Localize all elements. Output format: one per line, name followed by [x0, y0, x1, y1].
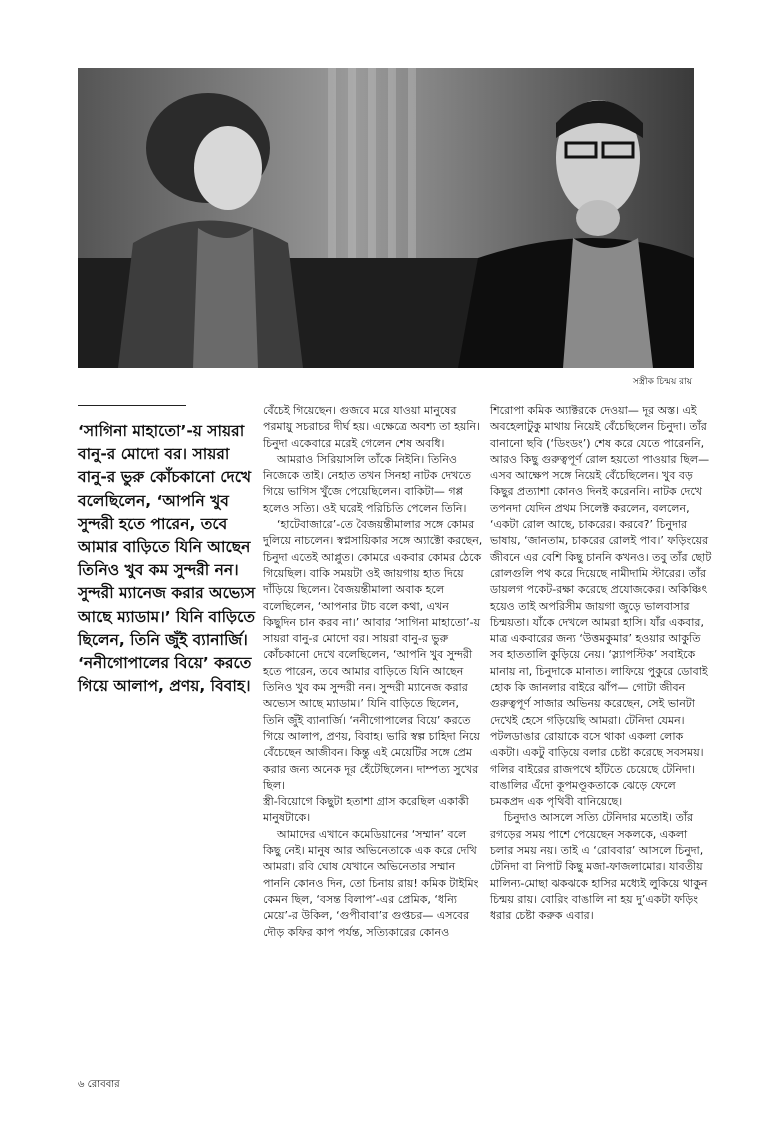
pull-quote: ‘সাগিনা মাহাতো’-য় সায়রা বানু-র মোদো বর। সায়রা বানু-র ভুরু কোঁচকানো দেখে বলেছিলেন, ‘আপনি খুব সুন্দরী হতে পারেন, তবে আমার বাড়িতে যিনি আছেন তিনিও খুব কম সুন্দরী নন। সুন্দরী ম্যানেজ করার অভ্যেস আছে ম্যাডাম।’ যিনি বাড়িতে ছিলেন, তিনি জুঁই ব্যানার্জি। ‘ননীগোপালের বিয়ে’ করতে গিয়ে আলাপ, প্রণয়, বিবাহ। [78, 422, 256, 696]
article-column-1 [263, 403, 483, 941]
photo [78, 68, 694, 368]
paragraph: বেঁচেই গিয়েছেন। গুজবে মরে যাওয়া মানুষের পরমায়ু সচরাচর দীর্ঘ হয়। এক্ষেত্রে অবশ্য তা হয়নি। চিনুদা একেবারে মরেই গেলেন শেষ অবধি। [263, 404, 481, 450]
paragraph: শিরোপা কমিক অ্যাক্টরকে দেওয়া— দূর অস্ত। এই অবহেলাটুকু মাথায় নিয়েই বেঁচেছিলেন চিনুদা। তাঁর বানানো ছবি (‘ডিংডং’) শেষ করে যেতে পারেননি, আরও কিছু গুরুত্বপূর্ণ রোল হয়তো পাওয়ার ছিল— এসব আক্ষেপ সঙ্গে নিয়েই বেঁচেছিলেন। খুব বড় কিছুর প্রত্যাশা কোনও দিনই করেননি। নাটক দেখে তপনদা যেদিন প্রথম সিলেক্ট করলেন, বললেন, ‘একটা রোল আছে, চাকরের। করবে?’ চিনুদার ভাষায়, ‘জানতাম, চাকরের রোলই পাব।’ ফড়িংয়ের জীবনে এর বেশি কিছু চাননি কখনও। তবু তাঁর ছোট রোলগুলি পথ করে দিয়েছে নামীদামি স্টারের। তাঁর ডায়লগ পকেট-রক্ষা করেছে প্রযোজকের। অকিঞ্চিৎ হয়েও তাই অপরিসীম জায়গা জুড়ে ভালবাসার চিন্ময়তা। যাঁকে দেখলে আমরা হাসি। যাঁর একবার, মাত্র একবারের জন্য ‘উত্তমকুমার’ হওয়ার আকুতি সব হাততালি কুড়িয়ে নেয়। ‘স্ল্যাপস্টিক’ সবাইকে মানায় না, চিনুদাকে মানাত। লাফিয়ে পুকুরে ডোবাই হোক কি জানলার বাইরে ঝাঁপ— গোটা জীবন গুরুত্বপূর্ণ সাজার অভিনয় করেছেন, সেই ভানটা দেখেই হেসে গড়িয়েছি আমরা। টেনিদা যেমন। পটলডাঙার রোয়াকে বসে থাকা একলা লোক একটা। একটু বাড়িয়ে বলার চেষ্টা করেছে সবসময়। গলির বাইরের রাজপথে হাঁটতে চেয়েছে টেনিদা। বাঙালির এঁদো কূপমণ্ডূকতাকে ঝেড়ে ফেলে চমকপ্রদ এক পৃথিবী বানিয়েছে। [490, 404, 712, 809]
article-column-2 [490, 403, 712, 925]
photo-image [78, 68, 694, 368]
photo-credit: সস্ত্রীক চিন্ময় রায় [632, 377, 692, 387]
paragraph: স্ত্রী-বিয়োগে কিছুটা হতাশা গ্রাস করেছিল একাকী মানুষটাকে। [263, 795, 469, 825]
divider [78, 405, 186, 406]
paragraph: আমাদের এখানে কমেডিয়ানের ‘সম্মান’ বলে কিছু নেই। মানুষ আর অভিনেতাকে এক করে দেখি আমরা। রবি ঘোষ যেখানে অভিনেতার সম্মান পাননি কোনও দিন, তো চিনায় রায়! কমিক টাইমিং কেমন ছিল, ‘বসন্ত বিলাপ’-এর প্রেমিক, ‘ধন্যি মেয়ে’-র উকিল, ‘গুপীবাবা’র গুপ্তচর— এসবের দৌড় কফির কাপ পর্যন্ত, সত্যিকারের কোনও [263, 827, 479, 939]
paragraph: ‘হাটেবাজারে’-তে বৈজয়ন্তীমালার সঙ্গে কোমর দুলিয়ে নাচলেন। স্বপ্নসায়িকার সঙ্গে অ্যাক্টো করছেন, চিনুদা এতেই আপ্লুত। কোমরে একবার কোমর ঠেকে গিয়েছিল। বাকি সময়টা ওই জায়গায় হাত দিয়ে দাঁড়িয়ে ছিলেন। বৈজয়ন্তীমালা অবাক হলে বলেছিলেন, ‘আপনার টাচ বলে কথা, এখন কিছুদিন চান করব না।’ আবার ‘সাগিনা মাহাতো’-য় সায়রা বানু-র মোদো বর। সায়রা বানু-র ভুরু কোঁচকানো দেখে বলেছিলেন, ‘আপনি খুব সুন্দরী হতে পারেন, তবে আমার বাড়িতে যিনি আছেন তিনিও খুব কম সুন্দরী নন। সুন্দরী ম্যানেজ করার অভ্যেস আছে ম্যাডাম।’ যিনি বাড়িতে ছিলেন, তিনি জুঁই ব্যানার্জি। ‘ননীগোপালের বিয়ে’ করতে গিয়ে আলাপ, প্রণয়, বিবাহ। ভারি স্বল্প চাহিদা নিয়ে বেঁচেছেন আজীবন। কিন্তু এই মেয়েটির সঙ্গে প্রেম করার জন্য অনেক দূর হেঁটেছিলেন। দাম্পত্য সুখের ছিল। [263, 518, 483, 792]
paragraph: আমরাও সিরিয়াসলি তাঁকে নিইনি। তিনিও নিজেকে তাই। নেহাত তখন সিনহা নাটক দেখতে গিয়ে ভাগিস খুঁজে পেয়েছিলেন। বাকিটা— গপ্প হলেও সত্যি। ওই ঘরেই পরিচিতি পেলেন তিনি। [263, 452, 471, 515]
paragraph: চিনুদাও আসলে সত্যি টেনিদার মতোই। তাঁর রগড়ের সময় পাশে পেয়েছেন সকলকে, একলা চলার সময় নয়। তাই এ ‘রোববার’ আসলে চিনুদা, টেনিদা বা নিপাট কিছু মজা-ফাজলামোর। যাবতীয় মালিন্য-মোছা ঝকঝকে হাসির মধ্যেই লুকিয়ে থাকুন চিন্ময় রায়। বোরিং বাঙালি না হয় দু’একটা ফড়িং ধরার চেষ্টা করুক এবার। [490, 811, 708, 923]
page-footer: ৬ রোববার [78, 1079, 120, 1090]
